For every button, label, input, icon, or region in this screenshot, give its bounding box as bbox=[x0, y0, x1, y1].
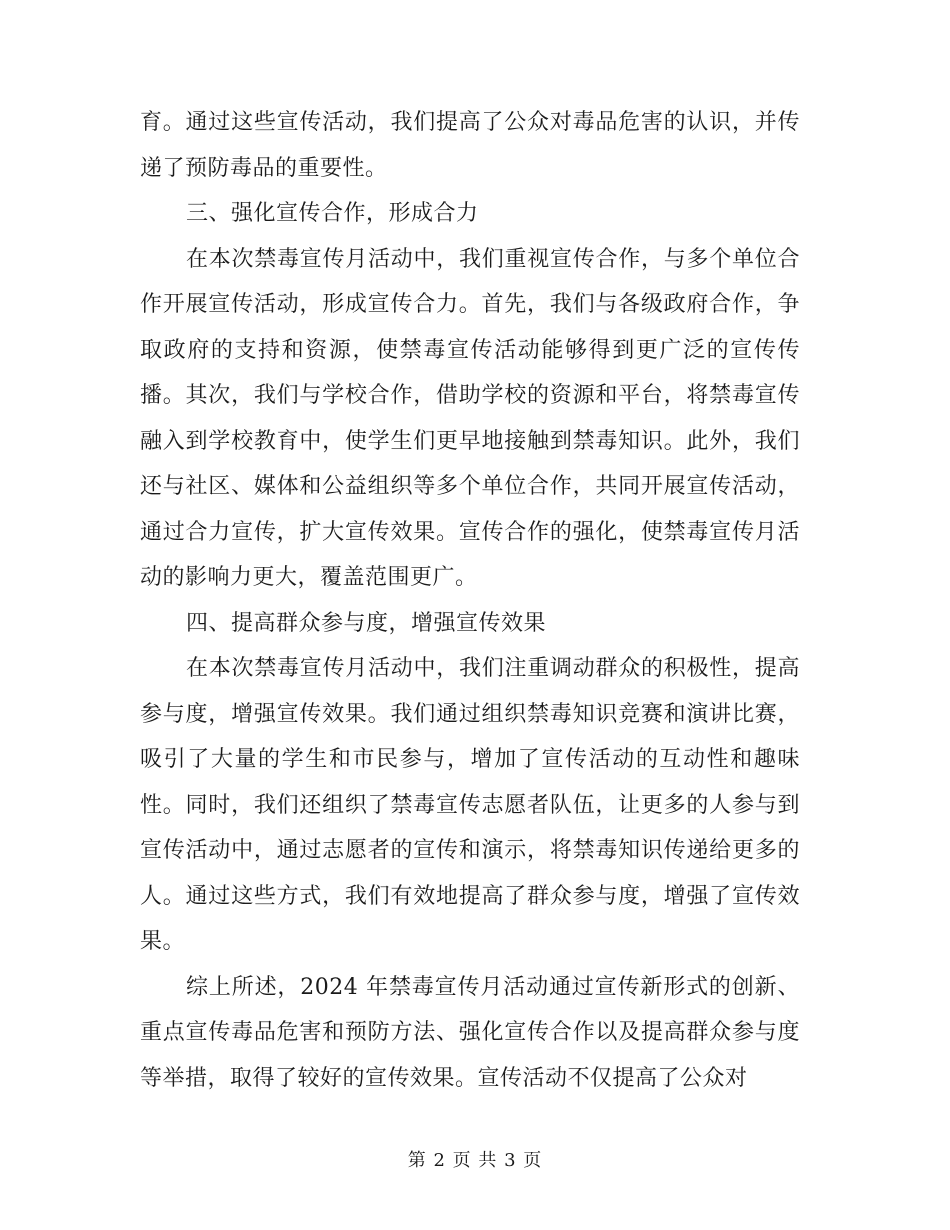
paragraph-participation: 在本次禁毒宣传月活动中，我们注重调动群众的积极性，提高参与度，增强宣传效果。我们通过组织禁毒知识竞赛和演讲比赛，吸引了大量的学生和市民参与，增加了宣传活动的互动性和趣味性。同时，我们还组织了禁毒宣传志愿者队伍，让更多的人参与到宣传活动中，通过志愿者的宣传和演示，将禁毒知识传递给更多的人。通过这些方式，我们有效地提高了群众参与度，增强了宣传效果。 bbox=[140, 656, 800, 954]
page-number-footer: 第 2 页 共 3 页 bbox=[407, 1150, 543, 1171]
section-heading-4: 四、提高群众参与度，增强宣传效果 bbox=[186, 610, 547, 636]
paragraph-summary: 综上所述，2024 年禁毒宣传月活动通过宣传新形式的创新、重点宣传毒品危害和预防方法、强化宣传合作以及提高群众参与度等举措，取得了较好的宣传效果。宣传活动不仅提高了公众对 bbox=[140, 974, 800, 1091]
paragraph-cooperation: 在本次禁毒宣传月活动中，我们重视宣传合作，与多个单位合作开展宣传活动，形成宣传合力。首先，我们与各级政府合作，争取政府的支持和资源，使禁毒宣传活动能够得到更广泛的宣传传播。其次，我们与学校合作，借助学校的资源和平台，将禁毒宣传融入到学校教育中，使学生们更早地接触到禁毒知识。此外，我们还与社区、媒体和公益组织等多个单位合作，共同开展宣传活动，通过合力宣传，扩大宣传效果。宣传合作的强化，使禁毒宣传月活动的影响力更大，覆盖范围更广。 bbox=[140, 246, 800, 590]
document-body bbox=[140, 100, 800, 1101]
section-heading-3: 三、强化宣传合作，形成合力 bbox=[186, 201, 479, 226]
paragraph-continuation: 育。通过这些宣传活动，我们提高了公众对毒品危害的认识，并传递了预防毒品的重要性。 bbox=[140, 110, 800, 181]
